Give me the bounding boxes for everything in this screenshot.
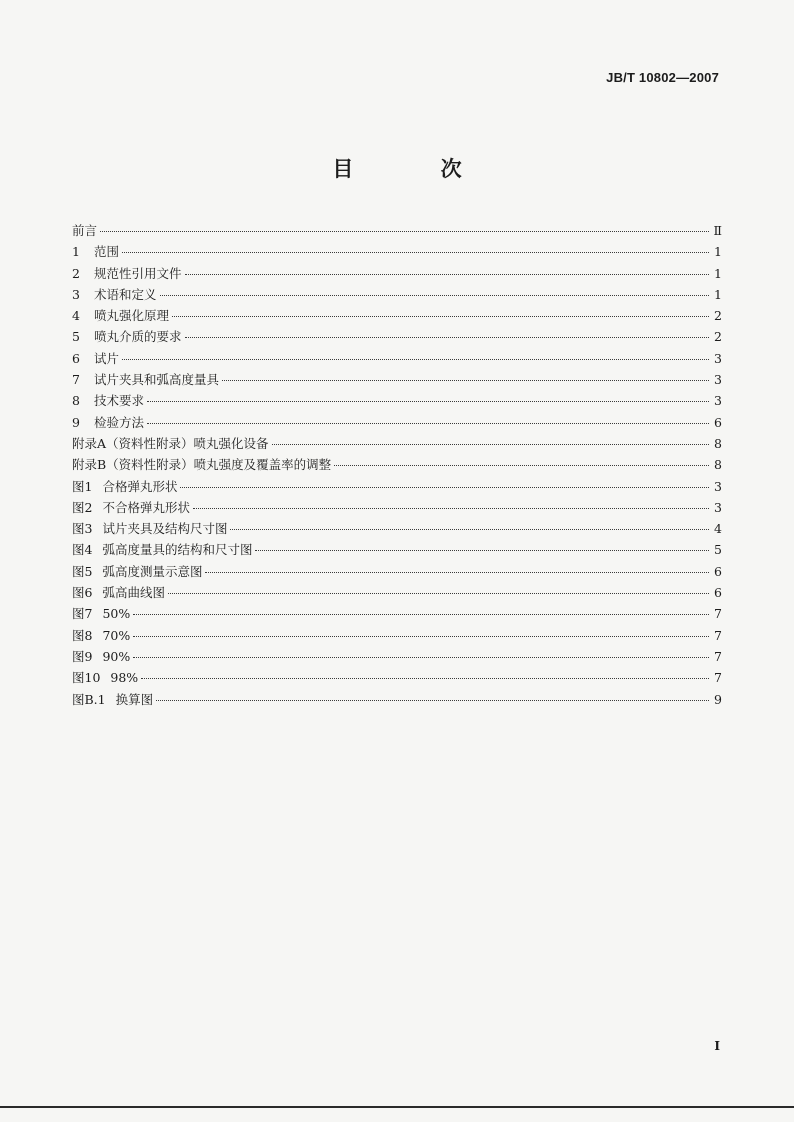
toc-entry-label: 附录A（资料性附录）喷丸强化设备	[72, 435, 269, 451]
toc-entry-page: 6	[714, 585, 722, 601]
toc-entry-test-strip[interactable]	[72, 349, 722, 370]
leader-dots	[185, 337, 709, 338]
leader-dots	[160, 295, 709, 296]
leader-dots	[180, 487, 709, 488]
leader-dots	[193, 508, 709, 509]
toc-entry-label: 弧高度量具的结构和尺寸图	[102, 542, 253, 558]
toc-entry-figure-1[interactable]	[72, 477, 722, 498]
toc-entry-figure-8[interactable]	[72, 626, 722, 647]
toc-entry-label: 规范性引用文件	[94, 265, 182, 281]
toc-entry-number: 4	[72, 308, 80, 324]
toc-entry-label: 弧高曲线图	[102, 585, 165, 601]
toc-entry-label: 98%	[110, 670, 139, 686]
leader-dots	[100, 231, 709, 232]
toc-entry-page: Ⅱ	[713, 223, 722, 238]
leader-dots	[133, 614, 709, 615]
toc-entry-page: 1	[714, 244, 722, 260]
leader-dots	[122, 252, 709, 253]
page-title: 目 次	[332, 157, 502, 181]
bottom-rule	[0, 1106, 794, 1108]
toc-entry-label: 合格弹丸形状	[102, 478, 178, 494]
document-code: JB/T 10802—2007	[606, 70, 719, 85]
leader-dots	[334, 465, 709, 466]
leader-dots	[133, 636, 709, 637]
toc-entry-number: 2	[72, 265, 80, 281]
toc-entry-page: 4	[714, 521, 722, 537]
toc-entry-figure-5[interactable]	[72, 562, 722, 583]
toc-entry-label: 试片	[94, 350, 120, 366]
toc-entry-annex-a[interactable]	[72, 434, 722, 455]
toc-entry-page: 6	[714, 414, 722, 430]
toc-entry-number: 9	[72, 414, 80, 430]
leader-dots	[230, 529, 709, 530]
leader-dots	[255, 550, 709, 551]
toc-entry-label: 术语和定义	[94, 286, 157, 302]
toc-entry-number: 8	[72, 393, 80, 409]
leader-dots	[185, 274, 709, 275]
toc-entry-page: 3	[714, 350, 722, 366]
leader-dots	[168, 593, 709, 594]
leader-dots	[205, 572, 709, 573]
toc-entry-number: 图3	[72, 521, 93, 537]
toc-entry-number: 3	[72, 286, 80, 302]
toc-entry-page: 6	[714, 563, 722, 579]
leader-dots	[141, 678, 709, 679]
toc-entry-page: 7	[714, 606, 722, 622]
leader-dots	[133, 657, 709, 658]
toc-entry-label: 90%	[102, 648, 131, 664]
leader-dots	[147, 423, 709, 424]
toc-entry-number: 图2	[72, 499, 93, 515]
toc-entry-page: 8	[714, 435, 722, 451]
toc-entry-number: 图5	[72, 563, 93, 579]
toc-entry-number: 5	[72, 329, 80, 345]
toc-entry-annex-b[interactable]	[72, 455, 722, 476]
leader-dots	[122, 359, 709, 360]
leader-dots	[172, 316, 709, 317]
toc-entry-label: 试片夹具和弧高度量具	[94, 372, 220, 388]
page-number: I	[714, 1039, 720, 1053]
toc-entry-label: 换算图	[115, 691, 154, 707]
toc-entry-label: 弧高度测量示意图	[102, 563, 203, 579]
toc-entry-principle[interactable]	[72, 306, 722, 327]
toc-entry-label: 范围	[94, 244, 120, 260]
toc-entry-media-requirements[interactable]	[72, 327, 722, 348]
toc-entry-page: 7	[714, 648, 722, 664]
toc-entry-page: 9	[714, 691, 722, 707]
toc-entry-inspection-methods[interactable]	[72, 413, 722, 434]
leader-dots	[147, 401, 709, 402]
toc-entry-technical-requirements[interactable]	[72, 391, 722, 412]
toc-entry-page: 3	[714, 393, 722, 409]
toc-entry-figure-9[interactable]	[72, 647, 722, 668]
toc-entry-number: 图7	[72, 606, 93, 622]
toc-entry-number: 7	[72, 372, 80, 388]
toc-entry-label: 前言	[72, 223, 98, 238]
leader-dots	[272, 444, 709, 445]
toc-entry-figure-4[interactable]	[72, 540, 722, 561]
table-of-contents	[72, 221, 722, 711]
toc-entry-page: 2	[714, 329, 722, 345]
toc-entry-label: 喷丸介质的要求	[94, 329, 182, 345]
toc-entry-label: 检验方法	[94, 414, 145, 430]
toc-entry-number: 图6	[72, 585, 93, 601]
toc-entry-label: 50%	[102, 606, 131, 622]
toc-entry-number: 1	[72, 244, 80, 260]
toc-entry-number: 图1	[72, 478, 93, 494]
toc-entry-label: 附录B（资料性附录）喷丸强度及覆盖率的调整	[72, 457, 332, 473]
toc-entry-label: 70%	[102, 627, 131, 643]
toc-entry-figure-b1[interactable]	[72, 690, 722, 711]
leader-dots	[222, 380, 709, 381]
toc-entry-figure-7[interactable]	[72, 604, 722, 625]
toc-entry-number: 图9	[72, 648, 93, 664]
toc-entry-page: 7	[714, 627, 722, 643]
toc-entry-terms[interactable]	[72, 285, 722, 306]
toc-entry-label: 技术要求	[94, 393, 145, 409]
toc-entry-figure-2[interactable]	[72, 498, 722, 519]
toc-entry-page: 3	[714, 478, 722, 494]
toc-entry-number: 图8	[72, 627, 93, 643]
toc-entry-fixture-gauge[interactable]	[72, 370, 722, 391]
toc-entry-page: 3	[714, 499, 722, 515]
leader-dots	[156, 700, 709, 701]
toc-entry-figure-6[interactable]	[72, 583, 722, 604]
toc-entry-normative-references[interactable]	[72, 264, 722, 285]
toc-entry-figure-10[interactable]	[72, 668, 722, 689]
toc-entry-number: 6	[72, 350, 80, 366]
toc-entry-label: 不合格弹丸形状	[102, 499, 190, 515]
toc-entry-foreword[interactable]	[72, 221, 722, 242]
toc-entry-page: 8	[714, 457, 722, 473]
toc-entry-scope[interactable]	[72, 242, 722, 263]
toc-entry-figure-3[interactable]	[72, 519, 722, 540]
toc-entry-page: 1	[714, 265, 722, 281]
toc-entry-number: 图B.1	[72, 691, 106, 707]
toc-entry-page: 7	[714, 670, 722, 686]
toc-entry-page: 1	[714, 286, 722, 302]
toc-entry-label: 喷丸强化原理	[94, 308, 170, 324]
toc-entry-page: 3	[714, 372, 722, 388]
toc-entry-label: 试片夹具及结构尺寸图	[102, 521, 228, 537]
toc-entry-number: 图4	[72, 542, 93, 558]
toc-entry-page: 2	[714, 308, 722, 324]
toc-entry-number: 图10	[72, 670, 101, 686]
toc-entry-page: 5	[714, 542, 722, 558]
